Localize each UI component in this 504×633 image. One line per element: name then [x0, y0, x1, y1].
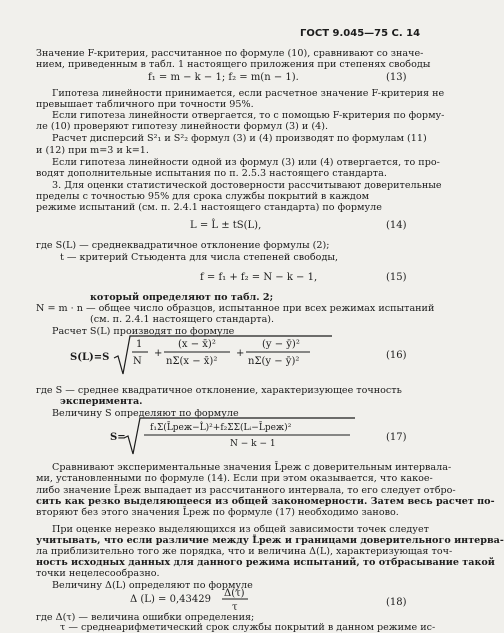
text-line: пределы с точностью 95% для срока службы покрытий в каждом	[36, 191, 370, 202]
text-line: который определяют по табл. 2;	[90, 292, 274, 303]
svg-text:N − k − 1: N − k − 1	[230, 439, 276, 449]
equation-number: (13)	[386, 72, 407, 83]
svg-text:1: 1	[136, 339, 143, 350]
svg-text:+: +	[236, 348, 245, 359]
svg-text:S(L)=S: S(L)=S	[70, 352, 110, 363]
text-line: ла приблизительно того же порядка, что и величина Δ(L), характеризующая точ-	[36, 546, 453, 557]
text-line: Расчет дисперсий S²₁ и S²₂ формул (3) и (4) производят по формулам (11)	[52, 133, 427, 144]
svg-text:Δ(τ): Δ(τ)	[224, 588, 245, 599]
text-line: эксперимента.	[60, 396, 143, 407]
text-line: вторяют без этого значения L̄реж по формуле (17) необходимо заново.	[36, 507, 399, 518]
text-line: нием, приведенным в табл. 1 настоящего приложения при степенях свободы	[36, 59, 431, 70]
svg-text:+: +	[154, 348, 163, 359]
text-line: учитывать, что если различие между L̄реж и границами доверительного интерва-	[36, 535, 504, 546]
svg-text:(y − ȳ)²: (y − ȳ)²	[262, 339, 300, 350]
svg-text:(x − x̄)²: (x − x̄)²	[178, 339, 216, 350]
text-line: либо значение L̄реж выпадает из рассчитанного интервала, то его следует отбро-	[36, 485, 456, 496]
formula-14: L = L̂ ± tS(L),	[190, 220, 262, 231]
text-line: ность исходных данных для данного режима испытаний, то отбрасывание такой	[36, 557, 495, 568]
text-line: Если гипотеза линейности отвергается, то с помощью F-критерия по форму-	[52, 110, 445, 121]
text-line: сить как резко выделяющееся из общей закономерности. Затем весь расчет по-	[36, 496, 495, 507]
equation-number: (16)	[386, 350, 407, 361]
page-header: ГОСТ 9.045—75 С. 14	[300, 28, 421, 39]
formula-16	[70, 334, 340, 380]
text-line: (см. п. 2.4.1 настоящего стандарта).	[90, 314, 275, 325]
text-line: режиме испытаний (см. п. 2.4.1 настоящего стандарта) по формуле	[36, 202, 382, 213]
svg-text:τ: τ	[232, 602, 238, 613]
svg-text:f₁Σ(L̄реж−L̂)²+f₂ΣΣ(Lᵢ−L̄реж)²: f₁Σ(L̄реж−L̂)²+f₂ΣΣ(Lᵢ−L̄реж)²	[150, 423, 292, 433]
text-line: Величину Δ(L) определяют по формуле	[52, 580, 253, 591]
svg-text:nΣ(y − ȳ)²: nΣ(y − ȳ)²	[248, 356, 300, 367]
text-line: точки нецелесообразно.	[36, 568, 160, 579]
text-line: Сравнивают экспериментальные значения L̄реж с доверительным интервала-	[52, 462, 452, 473]
text-line: ми, установленными по формуле (14). Если при этом оказывается, что какое-	[36, 473, 433, 484]
formula-15: f = f₁ + f₂ = N − k − 1,	[200, 272, 318, 283]
text-line: N = m · n — общее число образцов, испытанное при всех режимах испытаний	[36, 303, 435, 314]
text-line: Гипотеза линейности принимается, если расчетное значение F-критерия не	[52, 88, 445, 99]
text-line: τ — среднеарифметический срок службы покрытий в данном режиме ис-	[60, 622, 436, 633]
text-line: превышает табличного при точности 95%.	[36, 99, 254, 110]
text-line: водят дополнительные испытания по п. 2.5.3 настоящего стандарта.	[36, 168, 387, 179]
text-line: где S — среднее квадратичное отклонение, характеризующее точность	[36, 385, 402, 396]
text-line: где Δ(τ) — величина ошибки определения;	[36, 612, 255, 623]
text-line: Расчет S(L) производят по формуле	[52, 326, 235, 337]
text-line: t — критерий Стьюдента для числа степеней свободы,	[60, 252, 339, 263]
equation-number: (18)	[386, 597, 407, 608]
text-line: Величину S определяют по формуле	[52, 408, 239, 419]
equation-number: (17)	[386, 432, 407, 443]
text-line: Значение F-критерия, рассчитанное по формуле (10), сравнивают со значе-	[36, 48, 424, 59]
text-line: и (12) при m=3 и k=1.	[36, 145, 149, 156]
text-line: Если гипотеза линейности одной из формул (3) или (4) отвергается, то про-	[52, 157, 440, 168]
text-line: где S(L) — среднеквадратичное отклонение формулы (2);	[36, 240, 330, 251]
svg-text:N: N	[133, 356, 142, 367]
formula-13: f₁ = m − k − 1; f₂ = m(n − 1).	[148, 72, 299, 83]
svg-text:nΣ(x − x̄)²: nΣ(x − x̄)²	[166, 356, 218, 367]
text-line: При оценке нерезко выделяющихся из общей зависимости точек следует	[52, 524, 429, 535]
svg-text:S=: S=	[110, 432, 126, 443]
equation-number: (14)	[386, 220, 407, 231]
equation-number: (15)	[386, 272, 407, 283]
formula-17	[110, 416, 360, 458]
text-line: ле (10) проверяют гипотезу линейности формул (3) и (4).	[36, 121, 329, 132]
formula-18	[130, 586, 270, 612]
text-line: 3. Для оценки статистической достоверности рассчитывают доверительные	[52, 180, 442, 191]
svg-text:Δ (L) = 0,43429: Δ (L) = 0,43429	[130, 594, 211, 605]
